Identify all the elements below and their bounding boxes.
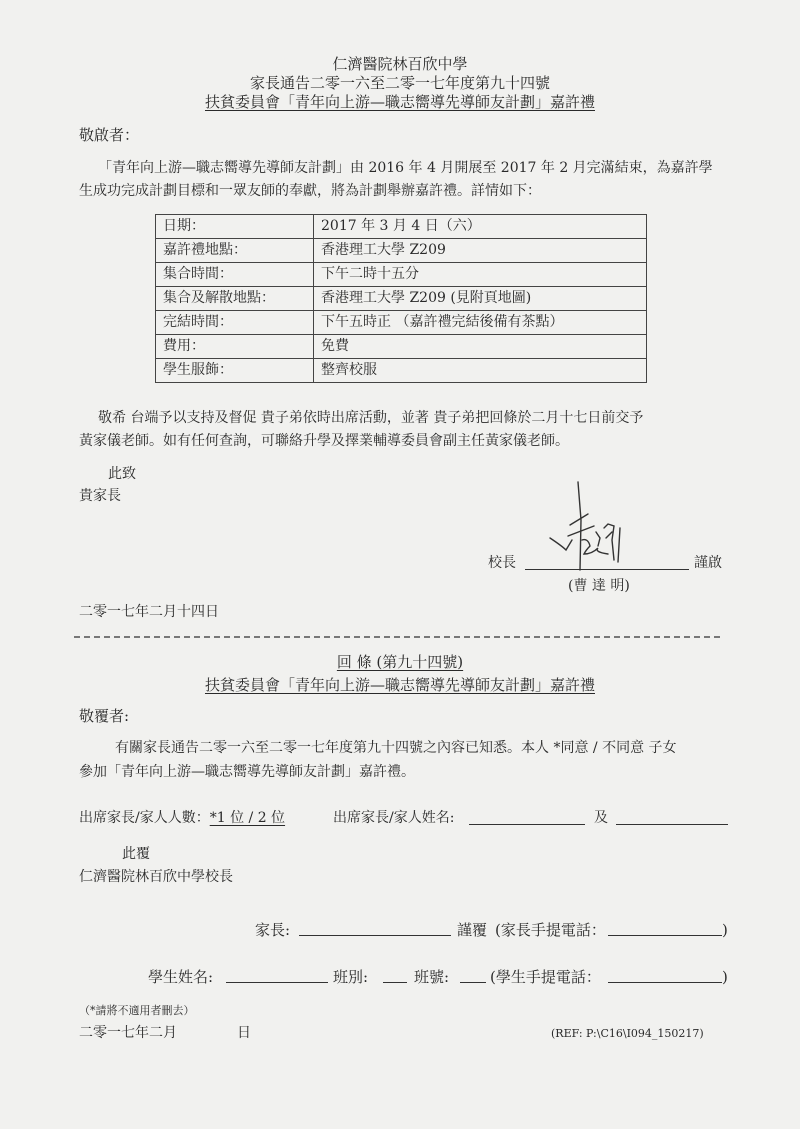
attendee-count-options[interactable]: *1 位 / 2 位 <box>209 810 286 826</box>
detail-value: 下午二時十五分 <box>314 263 647 287</box>
letter-date: 二零一七年二月十四日 <box>79 604 219 620</box>
student-name-label: 學生姓名: <box>148 968 214 986</box>
detail-value: 下午五時正 （嘉許禮完結後備有茶點） <box>314 311 647 335</box>
parent-phone-label: (家長手提電話： <box>495 921 606 939</box>
parent-phone-close: ) <box>722 921 728 939</box>
parent-label: 家長: <box>255 921 291 939</box>
attendee-count-label: 出席家長/家人人數： <box>79 810 210 826</box>
class-no-field[interactable] <box>460 982 486 983</box>
signature-image <box>548 480 628 572</box>
detail-label: 完結時間： <box>156 311 314 335</box>
reply-body-line-1: 有關家長通告二零一六至二零一七年度第九十四號之內容已知悉。本人 *同意 / 不同意 子女 <box>115 740 677 756</box>
detail-value: 香港理工大學 Z209 <box>314 239 647 263</box>
detail-label: 集合時間： <box>156 263 314 287</box>
paragraph-2-line-1: 敬希 台端予以支持及督促 貴子弟依時出席活動，並著 貴子弟把回條於二月十七日前交予 <box>98 410 644 426</box>
detail-value: 免費 <box>314 335 647 359</box>
student-phone-close: ) <box>722 968 728 986</box>
reply-subtitle: 扶貧委員會「青年向上游—職志嚮導先導師友計劃」嘉許禮 <box>204 676 595 694</box>
reply-recipient: 仁濟醫院林百欣中學校長 <box>79 869 233 885</box>
parent-phone-field[interactable] <box>608 935 722 936</box>
reply-body-line-2: 參加「青年向上游—職志嚮導先導師友計劃」嘉許禮。 <box>79 764 415 780</box>
detail-label: 集合及解散地點： <box>156 287 314 311</box>
notice-number: 家長通告二零一六至二零一七年度第九十四號 <box>249 74 550 92</box>
signer-title: 校長 <box>488 555 516 571</box>
paragraph-2-line-2: 黃家儀老師。如有任何查詢，可聯絡升學及擇業輔導委員會副主任黃家儀老師。 <box>79 433 569 449</box>
detail-label: 日期： <box>156 215 314 239</box>
reply-salutation: 敬覆者: <box>79 707 130 725</box>
attendee-name-field-2[interactable] <box>616 824 728 825</box>
detail-label: 嘉許禮地點： <box>156 239 314 263</box>
paragraph-1-line-1: 「青年向上游—職志嚮導先導師友計劃」由 2016 年 4 月開展至 2017 年 2 月完滿結束，為嘉許學 <box>98 160 713 176</box>
table-row <box>156 287 647 311</box>
footnote: （*請將不適用者刪去） <box>79 1004 195 1017</box>
table-row <box>156 215 647 239</box>
detail-value: 整齊校服 <box>314 359 647 383</box>
paragraph-1-line-2: 生成功完成計劃目標和一眾友師的奉獻，將為計劃舉辦嘉許禮。詳情如下： <box>79 183 541 199</box>
class-no-label: 班號: <box>414 968 450 986</box>
salutation: 敬啟者： <box>79 126 140 144</box>
signer-name: (曹 達 明) <box>568 578 630 594</box>
parent-signature-field[interactable] <box>299 935 451 936</box>
table-row <box>156 359 647 383</box>
class-field[interactable] <box>383 982 407 983</box>
detail-label: 費用： <box>156 335 314 359</box>
detail-label: 學生服飾： <box>156 359 314 383</box>
table-row <box>156 335 647 359</box>
table-row <box>156 263 647 287</box>
and-label: 及 <box>594 810 608 826</box>
closing: 此致 <box>108 466 136 482</box>
table-row <box>156 239 647 263</box>
reply-closing: 此覆 <box>122 846 150 862</box>
reply-date-prefix: 二零一七年二月 <box>79 1025 177 1041</box>
student-name-field[interactable] <box>226 982 328 983</box>
attendee-count-row <box>79 810 314 827</box>
tear-off-divider <box>74 636 720 638</box>
notice-title: 扶貧委員會「青年向上游—職志嚮導先導師友計劃」嘉許禮 <box>204 93 595 111</box>
student-phone-field[interactable] <box>608 982 722 983</box>
parent-suffix: 謹覆 <box>457 921 488 939</box>
reference-code: (REF: P:\C16\I094_150217) <box>551 1027 704 1040</box>
reply-date-suffix: 日 <box>237 1025 251 1041</box>
attendee-name-field-1[interactable] <box>469 824 585 825</box>
recipient: 貴家長 <box>79 488 121 504</box>
attendee-name-label: 出席家長/家人姓名: <box>333 810 455 826</box>
detail-value: 香港理工大學 Z209 (見附頁地圖) <box>314 287 647 311</box>
detail-value: 2017 年 3 月 4 日（六） <box>314 215 647 239</box>
reply-title: 回 條 (第九十四號) <box>336 653 464 671</box>
signer-suffix: 謹啟 <box>694 555 722 571</box>
details-table <box>155 214 647 383</box>
table-row <box>156 311 647 335</box>
class-label: 班別: <box>333 968 369 986</box>
school-name: 仁濟醫院林百欣中學 <box>332 55 468 73</box>
student-phone-label: (學生手提電話： <box>490 968 601 986</box>
